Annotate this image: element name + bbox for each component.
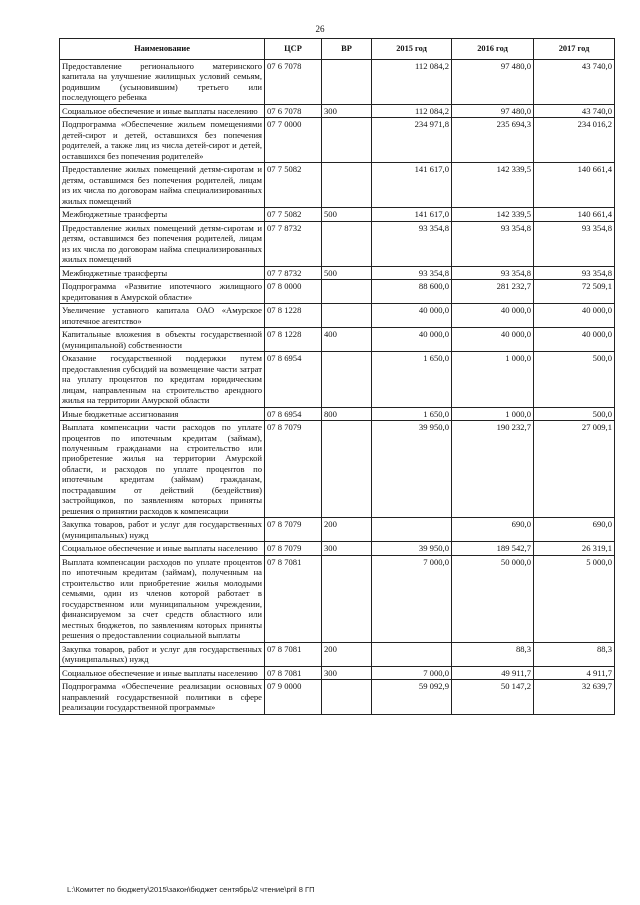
table-row — [60, 352, 615, 407]
table-row — [60, 407, 615, 420]
row-2017-cell: 500,0 — [534, 352, 615, 407]
row-2015-cell: 59 092,9 — [372, 680, 452, 714]
header-2015: 2015 год — [372, 39, 452, 60]
row-2015-cell: 88 600,0 — [372, 280, 452, 304]
table-row — [60, 666, 615, 679]
row-name-cell: Иные бюджетные ассигнования — [60, 407, 265, 420]
row-name-cell: Социальное обеспечение и иные выплаты населению — [60, 666, 265, 679]
row-2015-cell — [372, 518, 452, 542]
row-2016-cell: 40 000,0 — [452, 304, 534, 328]
row-csr-cell: 07 8 7079 — [265, 542, 322, 555]
row-2017-cell: 140 661,4 — [534, 208, 615, 221]
row-csr-cell: 07 7 5082 — [265, 208, 322, 221]
budget-table — [59, 38, 615, 715]
table-row — [60, 518, 615, 542]
row-2015-cell: 39 950,0 — [372, 421, 452, 518]
row-2016-cell: 1 000,0 — [452, 352, 534, 407]
table-row — [60, 208, 615, 221]
row-vr-cell — [322, 555, 372, 642]
row-2016-cell: 93 354,8 — [452, 221, 534, 266]
table-row — [60, 642, 615, 666]
table-row — [60, 118, 615, 163]
header-vr: ВР — [322, 39, 372, 60]
row-2015-cell: 40 000,0 — [372, 328, 452, 352]
row-csr-cell: 07 8 6954 — [265, 352, 322, 407]
row-vr-cell: 200 — [322, 518, 372, 542]
row-vr-cell — [322, 680, 372, 714]
row-vr-cell — [322, 118, 372, 163]
row-csr-cell: 07 8 6954 — [265, 407, 322, 420]
row-2015-cell: 93 354,8 — [372, 266, 452, 279]
row-2016-cell: 97 480,0 — [452, 104, 534, 117]
row-2015-cell: 7 000,0 — [372, 555, 452, 642]
row-vr-cell — [322, 221, 372, 266]
row-vr-cell — [322, 352, 372, 407]
row-2016-cell: 189 542,7 — [452, 542, 534, 555]
table-row — [60, 104, 615, 117]
row-csr-cell: 07 8 1228 — [265, 304, 322, 328]
row-name-cell: Оказание государственной поддержки путем предоставления субсидий на возмещение части затрат на уплату процентов по кредитам юридическим лицам, направленным на строительство арендного жилья на территории Амурской области — [60, 352, 265, 407]
row-name-cell: Предоставление жилых помещений детям-сиротам и детям, оставшимся без попечения родителей, лицам из их числа по договорам найма специализированных жилых помещений — [60, 221, 265, 266]
row-2017-cell: 234 016,2 — [534, 118, 615, 163]
header-csr: ЦСР — [265, 39, 322, 60]
table-row — [60, 680, 615, 714]
row-vr-cell: 200 — [322, 642, 372, 666]
row-name-cell: Межбюджетные трансферты — [60, 266, 265, 279]
row-2017-cell: 4 911,7 — [534, 666, 615, 679]
row-csr-cell: 07 6 7078 — [265, 60, 322, 105]
row-2016-cell: 93 354,8 — [452, 266, 534, 279]
row-2016-cell: 50 147,2 — [452, 680, 534, 714]
row-name-cell: Социальное обеспечение и иные выплаты населению — [60, 542, 265, 555]
table-row — [60, 221, 615, 266]
row-vr-cell: 800 — [322, 407, 372, 420]
row-csr-cell: 07 7 0000 — [265, 118, 322, 163]
row-2016-cell: 50 000,0 — [452, 555, 534, 642]
row-name-cell: Выплата компенсации расходов по уплате процентов по ипотечным кредитам (займам), полученным на строительство или приобретение жилья молодыми семьями, один из членов которой работает в государственном или муниципальном учреждении, финансируемом за счет средств областного или местных бюджетов, по заявлениям которых приняты решения о предоставлении социальной выплаты — [60, 555, 265, 642]
row-2016-cell: 235 694,3 — [452, 118, 534, 163]
row-vr-cell — [322, 421, 372, 518]
row-2017-cell: 40 000,0 — [534, 328, 615, 352]
row-name-cell: Увеличение уставного капитала ОАО «Амурское ипотечное агентство» — [60, 304, 265, 328]
row-2017-cell: 5 000,0 — [534, 555, 615, 642]
header-name: Наименование — [60, 39, 265, 60]
row-csr-cell: 07 8 0000 — [265, 280, 322, 304]
row-2015-cell: 7 000,0 — [372, 666, 452, 679]
row-vr-cell — [322, 280, 372, 304]
table-row — [60, 280, 615, 304]
row-name-cell: Подпрограмма «Обеспечение жильем помещениями детей-сирот и детей, оставшихся без попечения родителей, а также лиц из числа детей-сирот и детей, оставшихся без попечения родителей» — [60, 118, 265, 163]
row-2017-cell: 88,3 — [534, 642, 615, 666]
row-2017-cell: 27 009,1 — [534, 421, 615, 518]
header-2017: 2017 год — [534, 39, 615, 60]
row-2017-cell: 690,0 — [534, 518, 615, 542]
row-2017-cell: 26 319,1 — [534, 542, 615, 555]
row-2017-cell: 140 661,4 — [534, 163, 615, 208]
row-2017-cell: 32 639,7 — [534, 680, 615, 714]
table-row — [60, 421, 615, 518]
row-csr-cell: 07 8 7081 — [265, 666, 322, 679]
table-row — [60, 266, 615, 279]
row-name-cell: Социальное обеспечение и иные выплаты населению — [60, 104, 265, 117]
row-name-cell: Межбюджетные трансферты — [60, 208, 265, 221]
row-2015-cell — [372, 642, 452, 666]
row-2015-cell: 112 084,2 — [372, 104, 452, 117]
row-name-cell: Подпрограмма «Обеспечение реализации основных направлений государственной политики в сфере реализации государственной программы» — [60, 680, 265, 714]
row-csr-cell: 07 9 0000 — [265, 680, 322, 714]
row-2015-cell: 141 617,0 — [372, 208, 452, 221]
row-2017-cell: 500,0 — [534, 407, 615, 420]
row-2015-cell: 141 617,0 — [372, 163, 452, 208]
row-2015-cell: 40 000,0 — [372, 304, 452, 328]
row-csr-cell: 07 7 5082 — [265, 163, 322, 208]
row-2015-cell: 234 971,8 — [372, 118, 452, 163]
row-2016-cell: 142 339,5 — [452, 208, 534, 221]
header-2016: 2016 год — [452, 39, 534, 60]
row-2015-cell: 39 950,0 — [372, 542, 452, 555]
row-name-cell: Предоставление регионального материнского капитала на улучшение жилищных условий семьям, родившим (усыновившим) третьего или последующего ребенка — [60, 60, 265, 105]
row-vr-cell — [322, 60, 372, 105]
row-vr-cell: 300 — [322, 666, 372, 679]
row-2017-cell: 43 740,0 — [534, 104, 615, 117]
row-name-cell: Капитальные вложения в объекты государственной (муниципальной) собственности — [60, 328, 265, 352]
row-csr-cell: 07 7 8732 — [265, 221, 322, 266]
row-2015-cell: 1 650,0 — [372, 407, 452, 420]
page-number: 26 — [315, 24, 325, 34]
table-row — [60, 328, 615, 352]
table-row — [60, 163, 615, 208]
row-name-cell: Подпрограмма «Развитие ипотечного жилищного кредитования в Амурской области» — [60, 280, 265, 304]
row-2015-cell: 112 084,2 — [372, 60, 452, 105]
row-2016-cell: 40 000,0 — [452, 328, 534, 352]
row-2016-cell: 190 232,7 — [452, 421, 534, 518]
row-csr-cell: 07 6 7078 — [265, 104, 322, 117]
row-vr-cell: 300 — [322, 104, 372, 117]
row-2016-cell: 690,0 — [452, 518, 534, 542]
row-2015-cell: 1 650,0 — [372, 352, 452, 407]
row-2016-cell: 88,3 — [452, 642, 534, 666]
row-2017-cell: 93 354,8 — [534, 266, 615, 279]
table-header-row — [60, 39, 615, 60]
row-vr-cell: 300 — [322, 542, 372, 555]
row-csr-cell: 07 7 8732 — [265, 266, 322, 279]
row-vr-cell: 400 — [322, 328, 372, 352]
row-2017-cell: 93 354,8 — [534, 221, 615, 266]
row-2016-cell: 97 480,0 — [452, 60, 534, 105]
row-name-cell: Закупка товаров, работ и услуг для государственных (муниципальных) нужд — [60, 518, 265, 542]
row-vr-cell: 500 — [322, 208, 372, 221]
row-name-cell: Предоставление жилых помещений детям-сиротам и детям, оставшимся без попечения родителей, лицам из их числа по договорам найма специализированных жилых помещений — [60, 163, 265, 208]
row-csr-cell: 07 8 7081 — [265, 642, 322, 666]
row-name-cell: Закупка товаров, работ и услуг для государственных (муниципальных) нужд — [60, 642, 265, 666]
row-vr-cell: 500 — [322, 266, 372, 279]
row-vr-cell — [322, 304, 372, 328]
table-row — [60, 304, 615, 328]
row-csr-cell: 07 8 7079 — [265, 518, 322, 542]
row-2017-cell: 43 740,0 — [534, 60, 615, 105]
row-2016-cell: 49 911,7 — [452, 666, 534, 679]
row-2016-cell: 281 232,7 — [452, 280, 534, 304]
table-row — [60, 555, 615, 642]
row-2016-cell: 142 339,5 — [452, 163, 534, 208]
row-2017-cell: 72 509,1 — [534, 280, 615, 304]
file-path-footer: L:\Комитет по бюджету\2015\закон\бюджет сентябрь\2 чтение\pril 8 ГП — [67, 885, 315, 894]
row-2016-cell: 1 000,0 — [452, 407, 534, 420]
row-csr-cell: 07 8 7081 — [265, 555, 322, 642]
row-2017-cell: 40 000,0 — [534, 304, 615, 328]
table-row — [60, 60, 615, 105]
row-csr-cell: 07 8 1228 — [265, 328, 322, 352]
row-name-cell: Выплата компенсации части расходов по уплате процентов по ипотечным кредитам (займам), полученным гражданами на строительство или приобретение жилья на территории Амурской области, и расходов по уплате процентов по ипотечным кредитам (займам) гражданам, пострадавшим от действий (бездействия) застройщиков, по заявлениям которых приняты решения о принятии расходов к компенсации — [60, 421, 265, 518]
row-vr-cell — [322, 163, 372, 208]
row-2015-cell: 93 354,8 — [372, 221, 452, 266]
table-row — [60, 542, 615, 555]
row-csr-cell: 07 8 7079 — [265, 421, 322, 518]
